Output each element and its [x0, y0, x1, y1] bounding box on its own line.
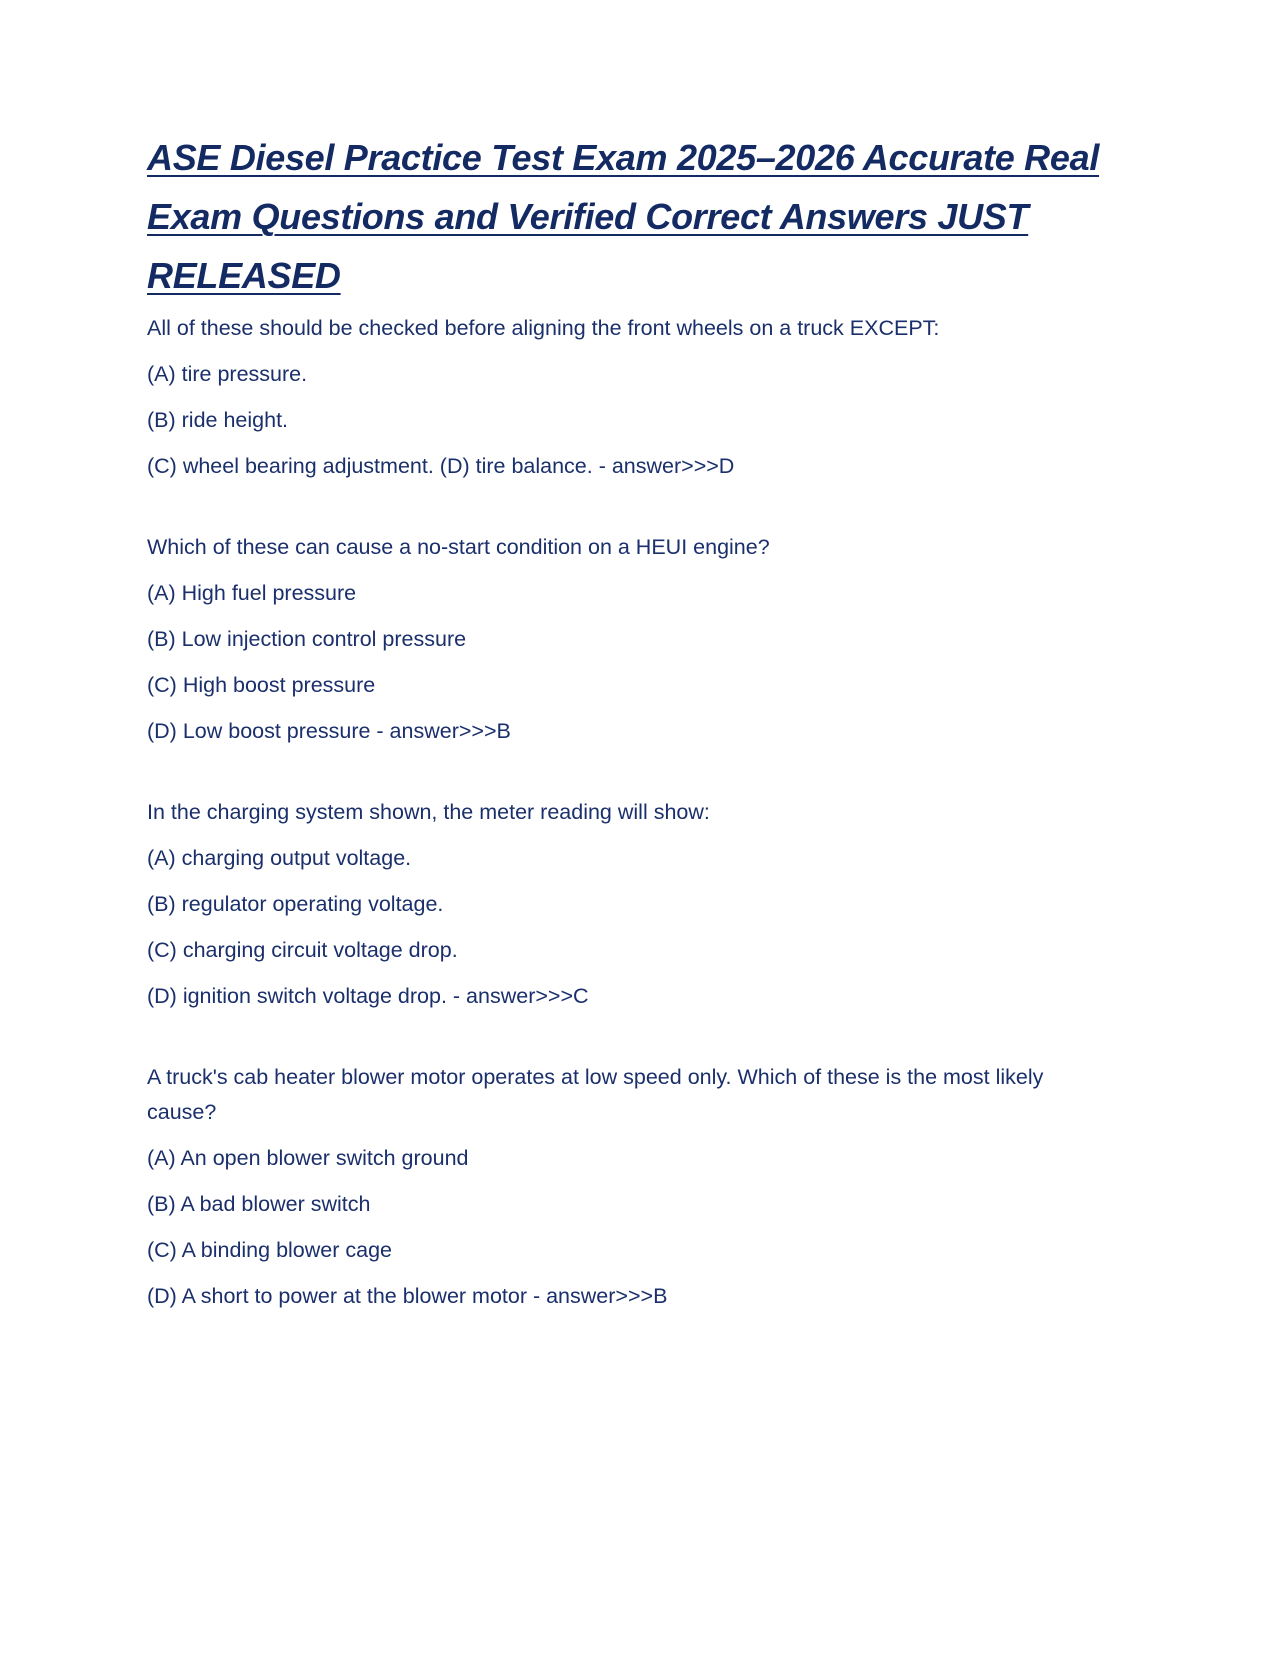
question-3: [147, 795, 1100, 1014]
question-prompt: A truck's cab heater blower motor operates at low speed only. Which of these is the most likely cause?: [147, 1065, 1044, 1124]
question-prompt: In the charging system shown, the meter reading will show:: [147, 800, 710, 824]
answer-option: (A) An open blower switch ground: [147, 1146, 469, 1170]
answer-option: (A) High fuel pressure: [147, 581, 357, 605]
answer-option: (B) ride height.: [147, 408, 289, 432]
question-4: [147, 1060, 1100, 1314]
question-prompt: All of these should be checked before aligning the front wheels on a truck EXCEPT:: [147, 316, 940, 340]
answer-option: (A) charging output voltage.: [147, 846, 412, 870]
question-1: [147, 311, 1100, 484]
answer-option: (C) wheel bearing adjustment. (D) tire balance. - answer>>>D: [147, 454, 735, 478]
answer-option: (D) ignition switch voltage drop. - answer>>>C: [147, 984, 589, 1008]
question-prompt: Which of these can cause a no-start condition on a HEUI engine?: [147, 535, 770, 559]
answer-option: (D) A short to power at the blower motor - answer>>>B: [147, 1284, 668, 1308]
answer-option: (B) Low injection control pressure: [147, 627, 467, 651]
document-title: ASE Diesel Practice Test Exam 2025–2026 Accurate Real Exam Questions and Verified Correct Answers JUST RELEASED: [147, 137, 1100, 296]
answer-option: (D) Low boost pressure - answer>>>B: [147, 719, 511, 743]
answer-option: (C) charging circuit voltage drop.: [147, 938, 458, 962]
answer-option: (C) A binding blower cage: [147, 1238, 393, 1262]
answer-option: (B) regulator operating voltage.: [147, 892, 444, 916]
answer-option: (A) tire pressure.: [147, 362, 308, 386]
answer-option: (C) High boost pressure: [147, 673, 376, 697]
answer-option: (B) A bad blower switch: [147, 1192, 371, 1216]
question-2: [147, 530, 1100, 749]
